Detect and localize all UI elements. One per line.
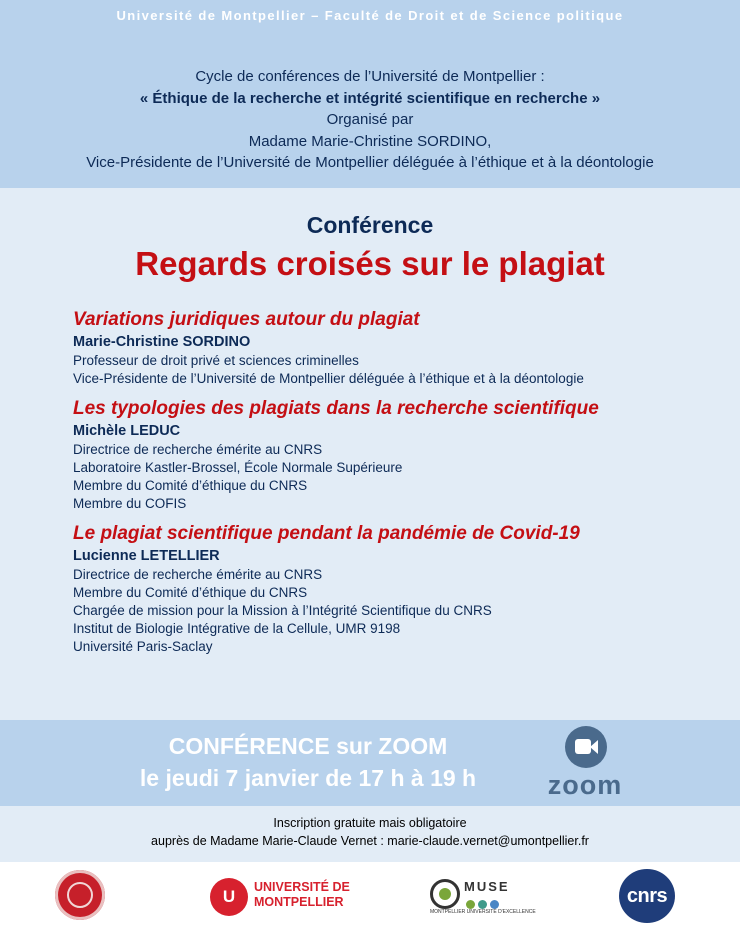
speaker-role: Directrice de recherche émérite au CNRS [73,567,323,582]
cnrs-logo: cnrs [619,869,675,923]
um-mark-icon: U [210,878,248,916]
talk-item [73,308,723,388]
zoom-date: le jeudi 7 janvier de 17 h à 19 h [139,765,477,791]
speaker-role: Membre du Comité d’éthique du CNRS [73,585,308,600]
cycle-info [0,66,740,174]
speaker-name: Lucienne LETELLIER [73,548,220,564]
institution-line: Université de Montpellier – Faculté de Droit et de Science politique [116,8,624,23]
speaker-role: Université Paris-Saclay [73,639,213,654]
cycle-title: « Éthique de la recherche et intégrité scientifique en recherche » [139,89,601,107]
muse-logo [430,877,536,917]
talk-title: Les typologies des plagiats dans la recherche scientifique [73,398,599,419]
speaker-role: Laboratoire Kastler-Brossel, École Normale Supérieure [73,460,403,475]
registration-contact: auprès de Madame Marie-Claude Vernet : marie-claude.vernet@umontpellier.fr [151,834,589,848]
speaker-role: Institut de Biologie Intégrative de la Cellule, UMR 9198 [73,621,401,636]
speaker-name: Marie-Christine SORDINO [73,334,251,350]
um-logo-line2: MONTPELLIER [254,895,344,909]
faculty-seal-logo [55,870,105,920]
talk-item [73,397,723,513]
registration-note: Inscription gratuite mais obligatoire [273,816,467,830]
speaker-role: Membre du COFIS [73,496,187,511]
zoom-wordmark: zoom [547,770,623,800]
organiser-name: Madame Marie-Christine SORDINO, [248,132,492,150]
speaker-role: Membre du Comité d’éthique du CNRS [73,478,308,493]
speaker-name: Michèle LEDUC [73,423,181,439]
speaker-role: Professeur de droit privé et sciences criminelles [73,353,359,368]
video-camera-icon [565,726,607,768]
zoom-logo [540,724,630,802]
talk-item [73,522,723,656]
talk-list [73,308,723,665]
talk-title: Variations juridiques autour du plagiat [73,309,420,330]
speaker-role: Chargée de mission pour la Mission à l’Intégrité Scientifique du CNRS [73,603,492,618]
organised-by: Organisé par [326,111,414,128]
conference-title: Regards croisés sur le plagiat [135,245,605,282]
muse-tagline: MONTPELLIER UNIVERSITÉ D'EXCELLENCE [430,909,536,915]
universite-montpellier-logo [210,876,350,918]
muse-mark-icon [430,879,460,909]
organiser-role: Vice-Présidente de l’Université de Montpellier déléguée à l’éthique et à la déontologie [86,154,654,171]
cycle-line: Cycle de conférences de l’Université de Montpellier : [195,68,545,85]
um-logo-line1: UNIVERSITÉ DE [254,880,350,894]
talk-title: Le plagiat scientifique pendant la pandémie de Covid-19 [73,523,580,544]
muse-name: MUSE [464,879,510,894]
muse-dots-icon [466,896,508,906]
speaker-role: Directrice de recherche émérite au CNRS [73,442,323,457]
zoom-heading: CONFÉRENCE sur ZOOM [168,733,448,759]
conference-label: Conférence [306,212,434,238]
speaker-role: Vice-Présidente de l’Université de Montpellier déléguée à l’éthique et à la déontologie [73,371,584,386]
